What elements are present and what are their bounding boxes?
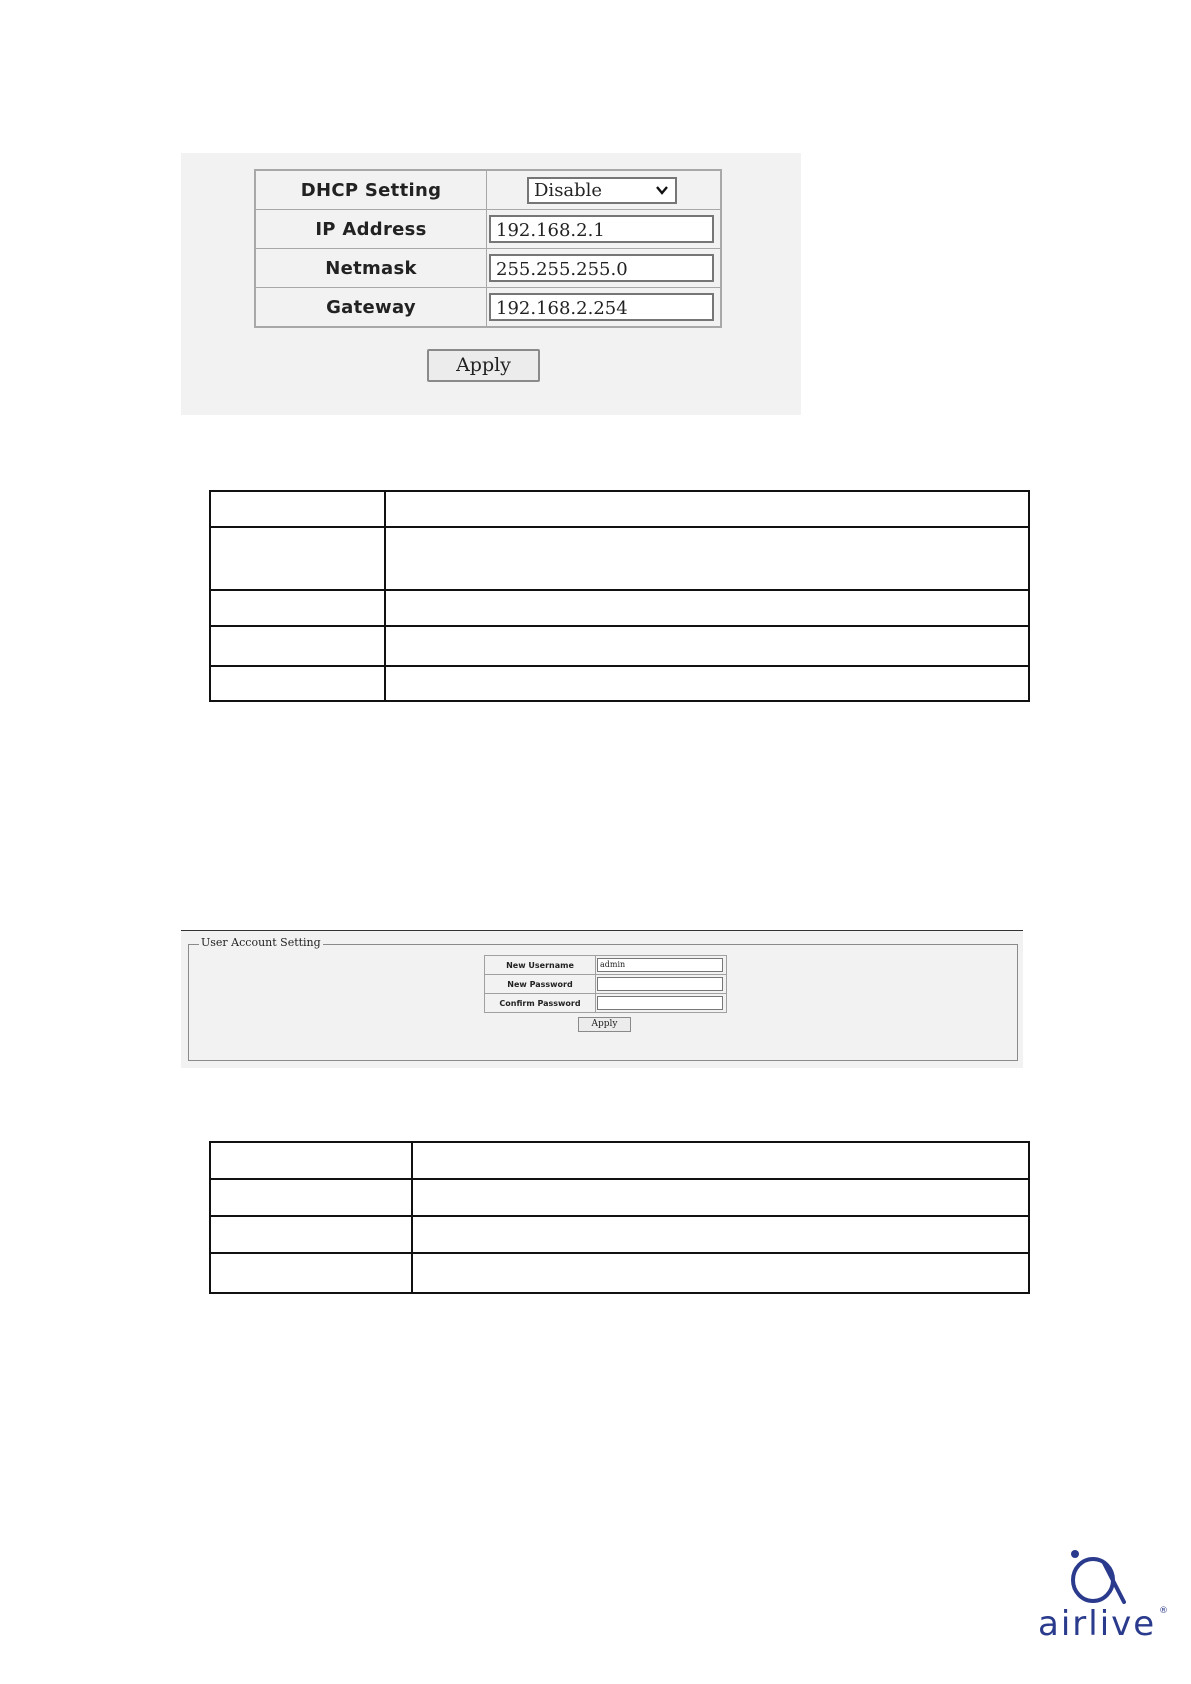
dhcp-setting-label: DHCP Setting [255, 170, 487, 210]
table-cell [210, 1179, 412, 1216]
table-cell [385, 666, 1029, 701]
user-apply-button[interactable]: Apply [578, 1017, 631, 1032]
table-cell [210, 491, 385, 527]
table-row [210, 527, 1029, 590]
table-row [210, 626, 1029, 666]
table-cell [385, 491, 1029, 527]
dhcp-setting-select[interactable] [527, 177, 677, 204]
registered-mark: ® [1159, 1606, 1168, 1616]
table-row [210, 491, 1029, 527]
ip-address-input[interactable]: 192.168.2.1 [489, 215, 714, 243]
table-cell [210, 1142, 412, 1179]
gateway-row [255, 288, 721, 328]
table-row [210, 1253, 1029, 1293]
new-password-row [485, 975, 727, 994]
user-account-legend: User Account Setting [201, 936, 321, 949]
new-username-label: New Username [485, 956, 596, 975]
netmask-input[interactable]: 255.255.255.0 [489, 254, 714, 282]
confirm-password-input[interactable] [597, 996, 723, 1010]
gateway-input[interactable]: 192.168.2.254 [489, 293, 714, 321]
table-row [210, 590, 1029, 626]
table-cell [412, 1216, 1029, 1253]
table-cell [210, 626, 385, 666]
confirm-password-row [485, 994, 727, 1013]
table-cell [210, 1253, 412, 1293]
gateway-label: Gateway [255, 288, 487, 328]
dhcp-setting-value: Disable [534, 179, 603, 201]
ip-address-label: IP Address [255, 210, 487, 249]
table-row [210, 1142, 1029, 1179]
divider [181, 930, 1023, 931]
table-row [210, 666, 1029, 701]
table-cell [385, 590, 1029, 626]
table-cell [210, 527, 385, 590]
table-cell [210, 666, 385, 701]
table-cell [412, 1179, 1029, 1216]
table-cell [385, 527, 1029, 590]
airlive-logo [1038, 1550, 1168, 1650]
chevron-down-icon [655, 184, 669, 196]
table-cell [385, 626, 1029, 666]
user-account-table [484, 955, 727, 1013]
netmask-row [255, 249, 721, 288]
new-username-input[interactable]: admin [597, 958, 723, 972]
new-password-input[interactable] [597, 977, 723, 991]
new-username-row [485, 956, 727, 975]
new-password-label: New Password [485, 975, 596, 994]
network-description-table [209, 490, 1030, 702]
netmask-label: Netmask [255, 249, 487, 288]
dhcp-setting-row [255, 170, 721, 210]
logo-wordmark: airlive [1038, 1604, 1157, 1644]
table-cell [412, 1142, 1029, 1179]
user-description-table [209, 1141, 1030, 1294]
ip-address-row [255, 210, 721, 249]
user-account-panel [181, 930, 1023, 1068]
table-row [210, 1216, 1029, 1253]
table-cell [210, 1216, 412, 1253]
network-settings-panel [181, 153, 801, 415]
table-cell [210, 590, 385, 626]
airlive-logo-icon [1038, 1550, 1168, 1606]
network-apply-button[interactable]: Apply [427, 349, 540, 382]
network-settings-table [254, 169, 722, 328]
table-cell [412, 1253, 1029, 1293]
table-row [210, 1179, 1029, 1216]
confirm-password-label: Confirm Password [485, 994, 596, 1013]
